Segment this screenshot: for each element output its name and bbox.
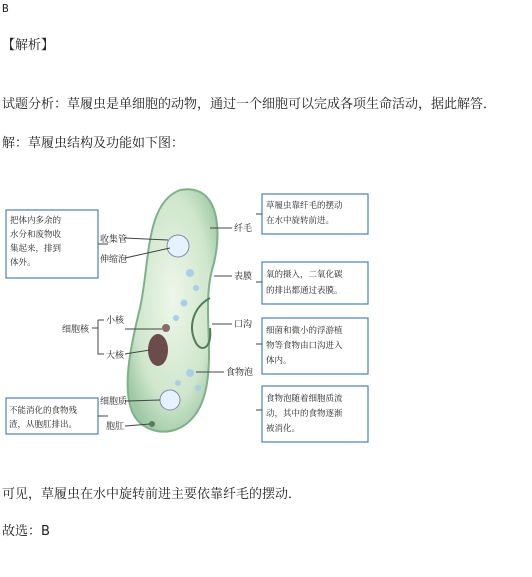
left-box-2-line-2: 渣，从胞肛排出。 bbox=[9, 420, 78, 430]
macronucleus bbox=[148, 334, 168, 366]
label-micronucleus: 小核 bbox=[106, 316, 125, 326]
left-box-2-line-1: 不能消化的食物残 bbox=[9, 406, 78, 416]
label-cytoplasm: 细胞质 bbox=[100, 397, 128, 407]
left-box-1-line-3: 集起来，排到 bbox=[10, 244, 62, 254]
right-box-2-line-1: 氧的摄入，二氧化碳 bbox=[266, 270, 343, 280]
micronucleus bbox=[162, 324, 170, 332]
section-heading: 【解析】 bbox=[2, 38, 55, 53]
left-box-1-line-4: 体外。 bbox=[10, 258, 36, 268]
right-box-3-line-3: 体内。 bbox=[266, 356, 292, 366]
analysis-text: 试题分析：草履虫是单细胞的动物，通过一个细胞可以完成各项生命活动，据此解答． bbox=[2, 97, 497, 112]
label-anal-pore: 胞肛 bbox=[106, 422, 125, 432]
right-box-3-line-2: 物等食物由口沟进入 bbox=[266, 341, 343, 351]
final-answer: 故选：B bbox=[2, 524, 50, 539]
right-box-4-line-2: 动，其中的食物逐渐 bbox=[266, 409, 343, 419]
label-contractile-vacuole: 伸缩泡 bbox=[100, 255, 128, 265]
label-cilia: 纤毛 bbox=[234, 224, 253, 234]
paramecium-diagram bbox=[0, 178, 390, 448]
label-food-vacuole: 食物泡 bbox=[226, 368, 254, 378]
right-box-4-line-1: 食物泡随着细胞质流 bbox=[266, 394, 343, 404]
contractile-vacuole-top bbox=[167, 235, 189, 257]
label-collecting-canal: 收集管 bbox=[100, 235, 128, 245]
answer-letter: B bbox=[2, 2, 9, 15]
right-box-3-line-1: 细菌和微小的浮游植 bbox=[266, 326, 343, 336]
contractile-vacuole-bottom bbox=[160, 390, 180, 410]
right-box-1-line-1: 草履虫靠纤毛的摆动 bbox=[266, 201, 343, 211]
right-box-4-line-3: 被消化。 bbox=[266, 424, 301, 434]
conclusion-text: 可见，草履虫在水中旋转前进主要依靠纤毛的摆动． bbox=[2, 487, 302, 502]
right-box-1-line-2: 在水中旋转前进。 bbox=[266, 216, 335, 226]
label-nucleus: 细胞核 bbox=[62, 325, 90, 335]
left-box-1-line-2: 水分和废物收 bbox=[10, 230, 62, 240]
left-box-1-line-1: 把体内多余的 bbox=[10, 216, 62, 226]
right-box-2-line-2: 的排出都通过表膜。 bbox=[266, 286, 343, 296]
solution-intro: 解：草履虫结构及功能如下图： bbox=[2, 136, 185, 151]
label-macronucleus: 大核 bbox=[106, 351, 125, 361]
label-oral-groove: 口沟 bbox=[234, 320, 253, 330]
label-pellicle: 表膜 bbox=[234, 272, 253, 282]
